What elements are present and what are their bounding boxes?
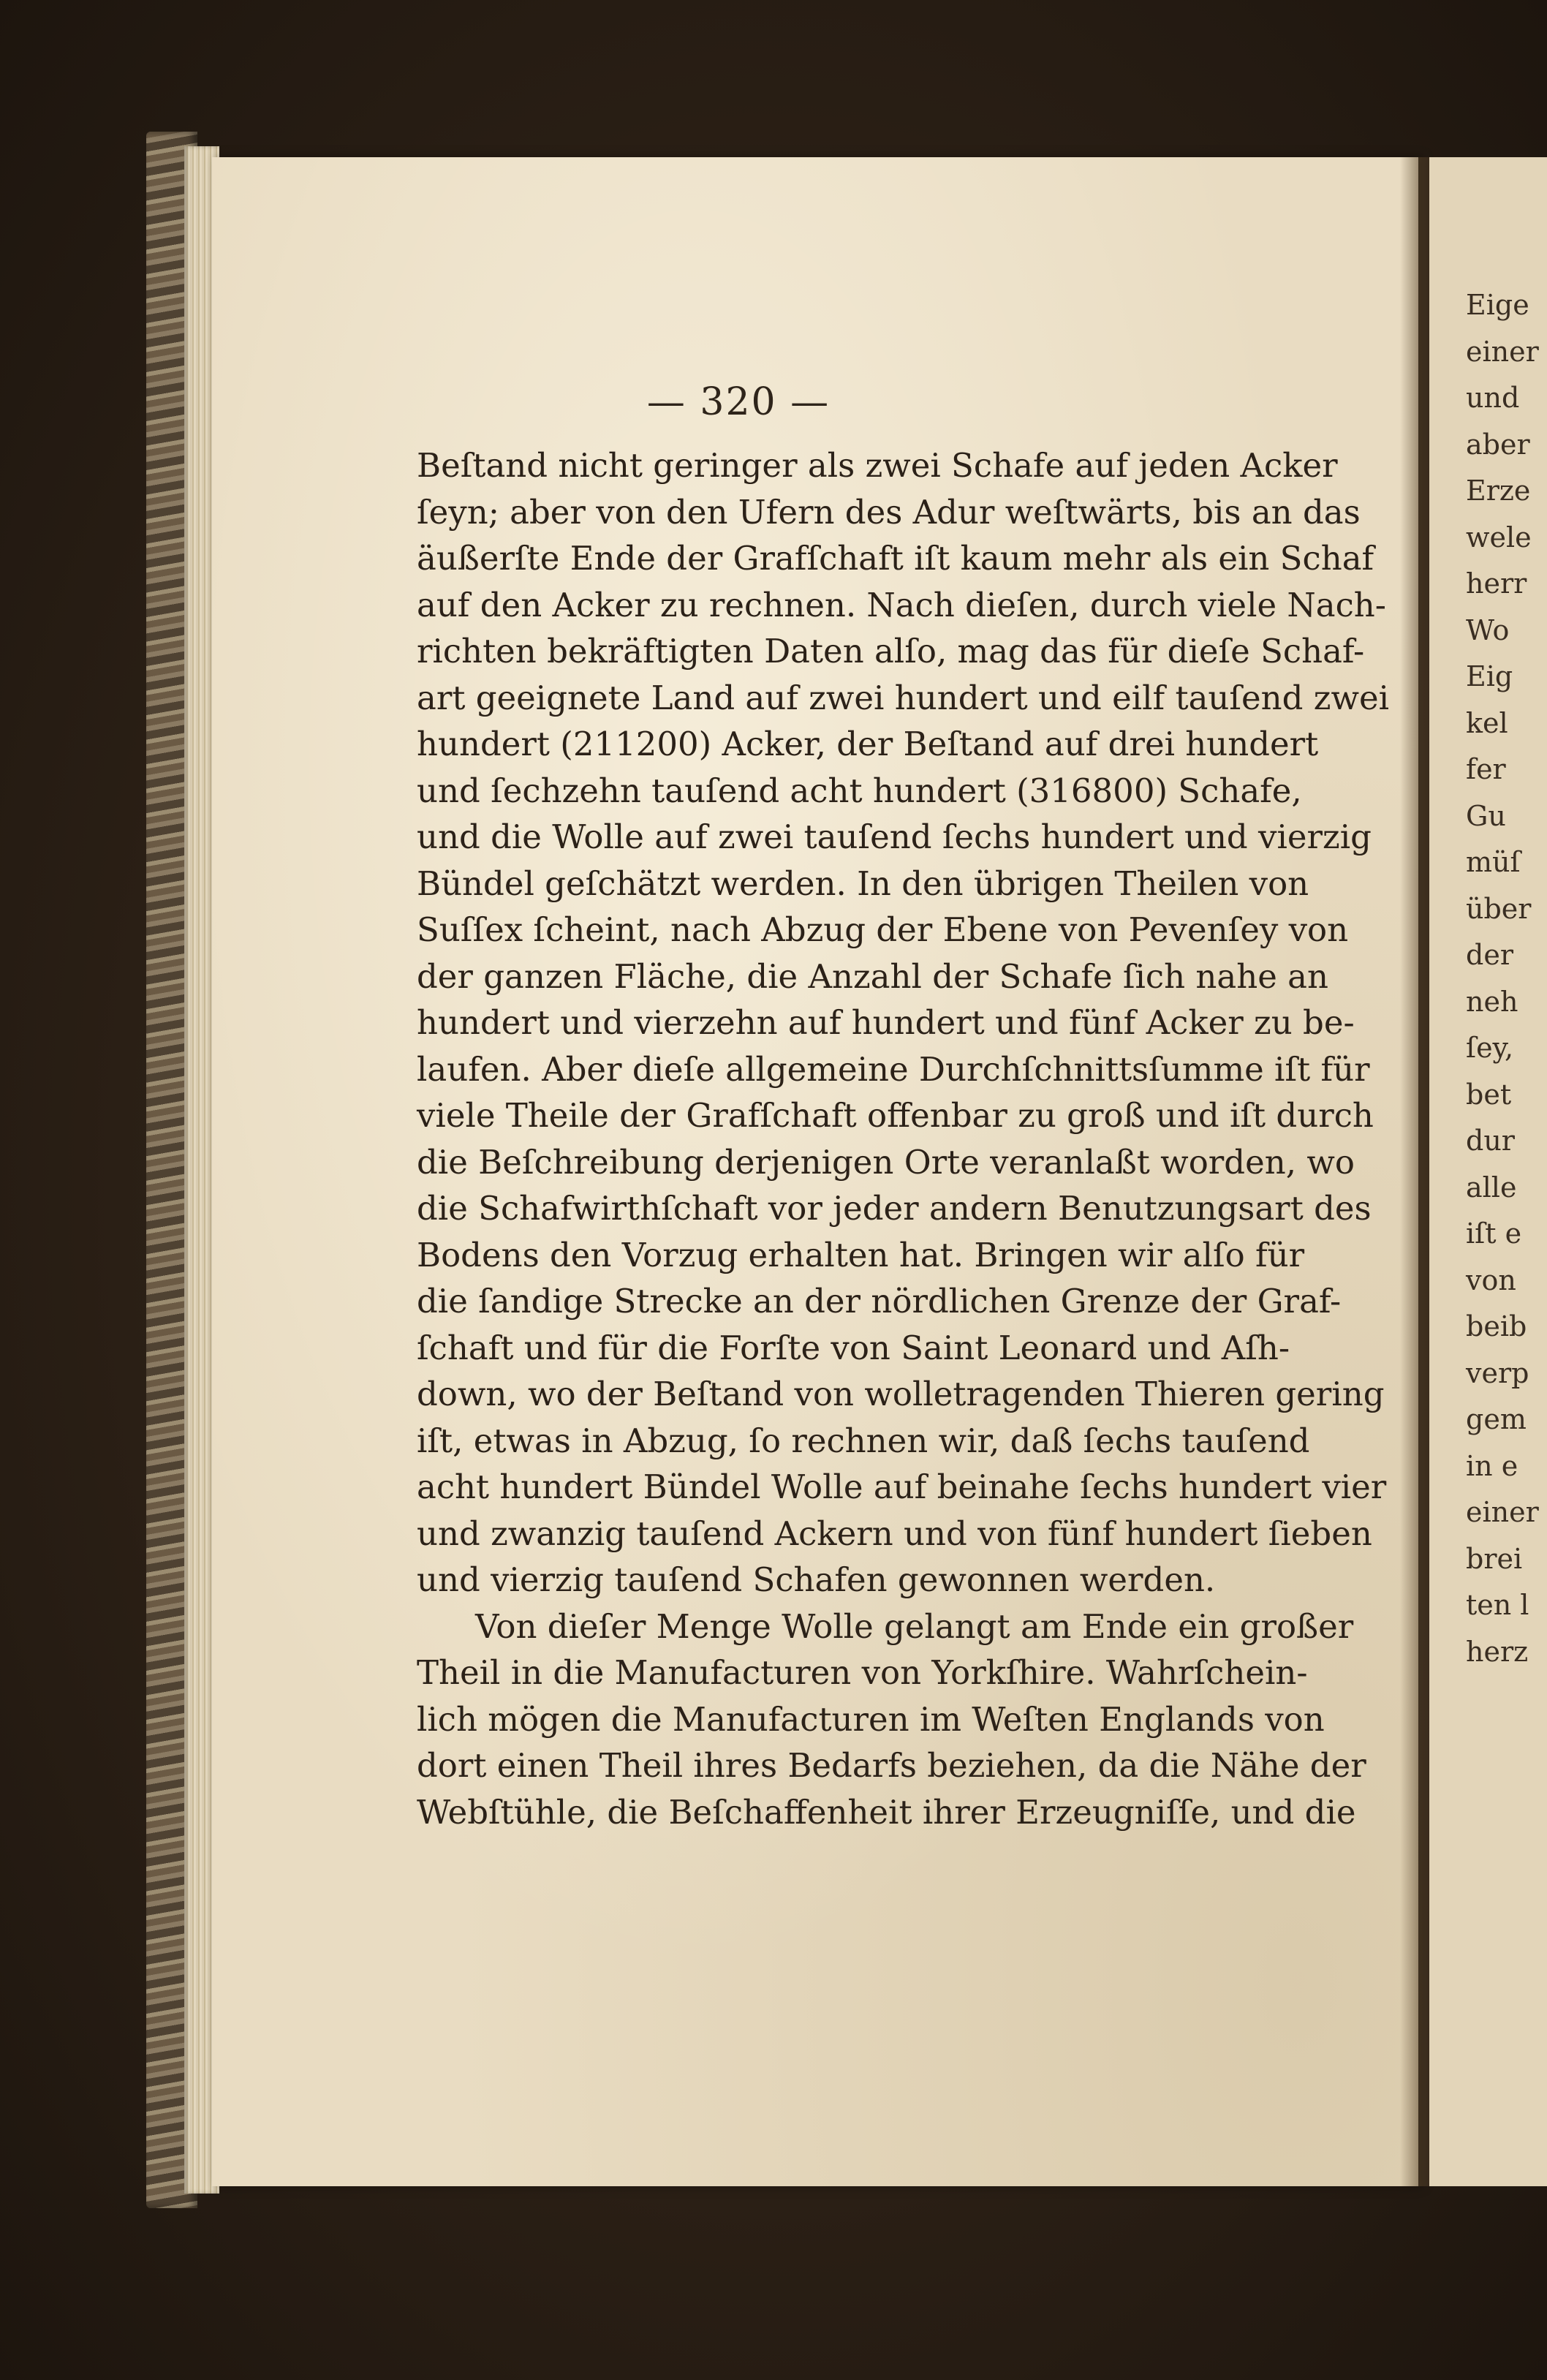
adjacent-page-fragment: einer [1466, 1496, 1539, 1528]
adjacent-page-fragment: der [1466, 939, 1513, 971]
text-line: äußerſte Ende der Grafſchaft iſt kaum mehr als ein Schaf [417, 539, 1374, 578]
adjacent-page-fragment: beib [1466, 1310, 1527, 1342]
text-line: Suſſex ſcheint, nach Abzug der Ebene von Pevenſey von [417, 910, 1349, 949]
adjacent-page-fragment: fer [1466, 753, 1506, 785]
adjacent-page-fragment: müſ [1466, 846, 1521, 878]
adjacent-page-fragment: Eige [1466, 289, 1529, 321]
text-line: viele Theile der Grafſchaft offenbar zu groß und iſt durch [417, 1096, 1374, 1135]
text-line: dort einen Theil ihres Bedarfs beziehen, da die Nähe der [417, 1746, 1366, 1785]
adjacent-page-fragment: gem [1466, 1403, 1527, 1435]
text-line: und vierzig tauſend Schafen gewonnen werden. [417, 1560, 1216, 1599]
text-line: auf den Acker zu rechnen. Nach dieſen, durch viele Nach- [417, 585, 1386, 624]
adjacent-page-fragment: herr [1466, 567, 1527, 600]
adjacent-page-fragment: über [1466, 892, 1532, 925]
adjacent-page-fragment: Erze [1466, 475, 1531, 507]
text-line: die Schafwirthſchaft vor jeder andern Benutzungsart des [417, 1189, 1372, 1228]
text-line: und zwanzig tauſend Ackern und von fünf hundert ſieben [417, 1514, 1372, 1553]
adjacent-page [1429, 157, 1547, 2186]
adjacent-page-fragment: in e [1466, 1449, 1518, 1482]
text-line: richten bekräftigten Daten alſo, mag das für dieſe Schaf- [417, 632, 1365, 670]
text-line: Von dieſer Menge Wolle gelangt am Ende ein großer [475, 1606, 1354, 1646]
adjacent-page-fragment: Wo [1466, 613, 1510, 646]
adjacent-page-fragment: von [1466, 1263, 1516, 1296]
text-line: Webſtühle, die Beſchaffenheit ihrer Erzeugniſſe, und die [417, 1792, 1356, 1832]
adjacent-page-fragment: wele [1466, 521, 1532, 554]
text-line: hundert (211200) Acker, der Beſtand auf drei hundert [417, 725, 1319, 763]
text-line: und ſechzehn tauſend acht hundert (316800) Schafe, [417, 771, 1302, 810]
adjacent-page-fragment: Eig [1466, 660, 1513, 692]
adjacent-page-fragment: herz [1466, 1635, 1529, 1668]
text-line: iſt, etwas in Abzug, ſo rechnen wir, daß ſechs tauſend [417, 1421, 1310, 1460]
text-line: Bodens den Vorzug erhalten hat. Bringen wir alſo für [417, 1235, 1305, 1274]
text-line: Beſtand nicht geringer als zwei Schafe auf jeden Acker [417, 446, 1338, 485]
adjacent-page-fragment: brei [1466, 1542, 1523, 1575]
text-line: die ſandige Strecke an der nördlichen Grenze der Graf- [417, 1282, 1342, 1321]
text-line: hundert und vierzehn auf hundert und fünf Acker zu be- [417, 1003, 1355, 1042]
text-line: Bündel geſchätzt werden. In den übrigen Theilen von [417, 864, 1309, 903]
text-line: Theil in die Manufacturen von Yorkſhire. Wahrſchein- [417, 1653, 1308, 1692]
adjacent-page-fragment: alle [1466, 1171, 1517, 1204]
adjacent-page-fragment: kel [1466, 706, 1508, 739]
adjacent-page-fragment: einer [1466, 335, 1539, 368]
adjacent-page-fragment: neh [1466, 985, 1518, 1018]
text-line: und die Wolle auf zwei tauſend ſechs hundert und vierzig [417, 817, 1372, 856]
adjacent-page-fragment: aber [1466, 428, 1530, 461]
text-line: ſchaft und für die Forſte von Saint Leonard und Aſh- [417, 1328, 1290, 1367]
page-number: — 320 — [646, 380, 831, 424]
text-line: laufen. Aber dieſe allgemeine Durchſchnittsſumme iſt für [417, 1049, 1370, 1089]
text-line: acht hundert Bündel Wolle auf beinahe ſechs hundert vier [417, 1467, 1387, 1506]
text-line: die Beſchreibung derjenigen Orte veranlaßt worden, wo [417, 1142, 1355, 1182]
page-gutter [1400, 157, 1433, 2186]
adjacent-page-fragment: ſey, [1466, 1032, 1514, 1064]
text-line: ſeyn; aber von den Ufern des Adur weſtwärts, bis an das [417, 492, 1361, 532]
adjacent-page-fragment: dur [1466, 1125, 1515, 1157]
text-line: art geeignete Land auf zwei hundert und eilf tauſend zwei [417, 678, 1390, 717]
text-line: down, wo der Beſtand von wolletragenden Thieren gering [417, 1375, 1385, 1413]
adjacent-page-fragment: bet [1466, 1078, 1512, 1111]
text-line: der ganzen Fläche, die Anzahl der Schafe ſich nahe an [417, 956, 1328, 996]
adjacent-page-fragment: Gu [1466, 799, 1506, 832]
page-body-text [417, 442, 1390, 1835]
adjacent-page-fragment: und [1466, 382, 1520, 414]
adjacent-page-fragment: verp [1466, 1356, 1529, 1389]
adjacent-page-fragment: ten l [1466, 1589, 1529, 1621]
adjacent-page-fragment: iſt e [1466, 1217, 1522, 1250]
text-line: lich mögen die Manufacturen im Weſten Englands von [417, 1699, 1325, 1739]
